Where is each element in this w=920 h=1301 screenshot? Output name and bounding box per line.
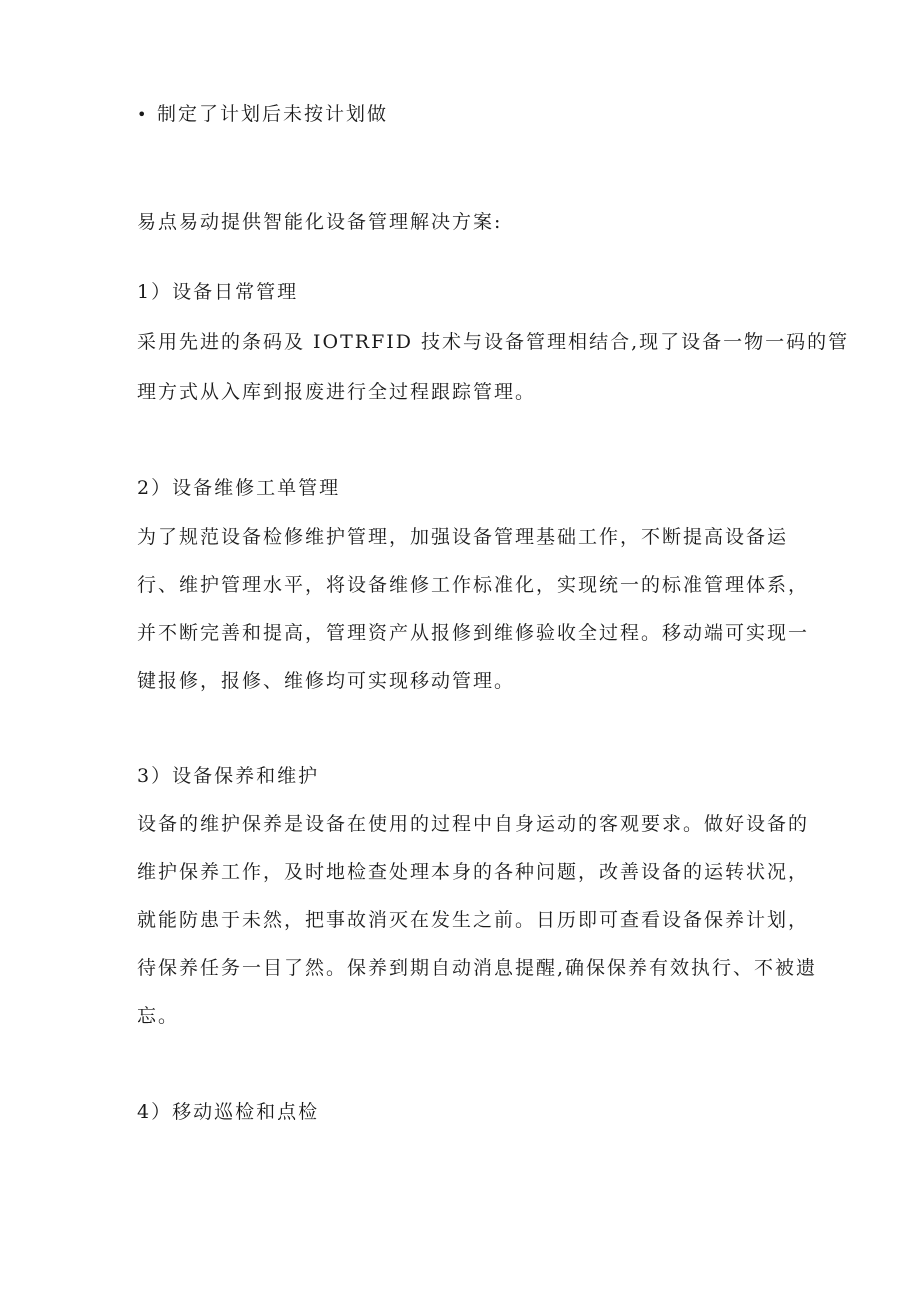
bullet-text: 制定了计划后未按计划做 bbox=[157, 103, 389, 125]
section-3-line-3: 就能防患于未然，把事故消灭在发生之前。日历即可查看设备保养计划， bbox=[137, 909, 810, 931]
bullet-item bbox=[137, 102, 388, 127]
bullet-marker: • bbox=[137, 105, 149, 124]
section-1-line-1: 采用先进的条码及 IOTRFID 技术与设备管理相结合,现了设备一物一码的管 bbox=[137, 331, 850, 353]
section-3-line-1: 设备的维护保养是设备在使用的过程中自身运动的客观要求。做好设备的 bbox=[137, 813, 810, 835]
section-1-line-2: 理方式从入库到报废进行全过程跟踪管理。 bbox=[137, 381, 537, 403]
section-2-heading: 2）设备维修工单管理 bbox=[137, 477, 341, 499]
section-4-heading: 4）移动巡检和点检 bbox=[137, 1101, 320, 1123]
section-3-heading: 3）设备保养和维护 bbox=[137, 765, 320, 787]
section-3-line-5: 忘。 bbox=[137, 1005, 180, 1027]
intro-paragraph: 易点易动提供智能化设备管理解决方案: bbox=[137, 211, 503, 233]
section-3-line-4: 待保养任务一目了然。保养到期自动消息提醒,确保保养有效执行、不被遗 bbox=[137, 957, 818, 979]
section-2-line-1: 为了规范设备检修维护管理，加强设备管理基础工作，不断提高设备运 bbox=[137, 526, 789, 548]
section-3-line-2: 维护保养工作，及时地检查处理本身的各种问题，改善设备的运转状况， bbox=[137, 861, 810, 883]
section-1-heading: 1）设备日常管理 bbox=[137, 281, 299, 303]
section-2-line-2: 行、维护管理水平，将设备维修工作标准化，实现统一的标准管理体系， bbox=[137, 574, 810, 596]
section-2-line-3: 并不断完善和提高，管理资产从报修到维修验收全过程。移动端可实现一 bbox=[137, 622, 810, 644]
section-2-line-4: 键报修，报修、维修均可实现移动管理。 bbox=[137, 670, 516, 692]
